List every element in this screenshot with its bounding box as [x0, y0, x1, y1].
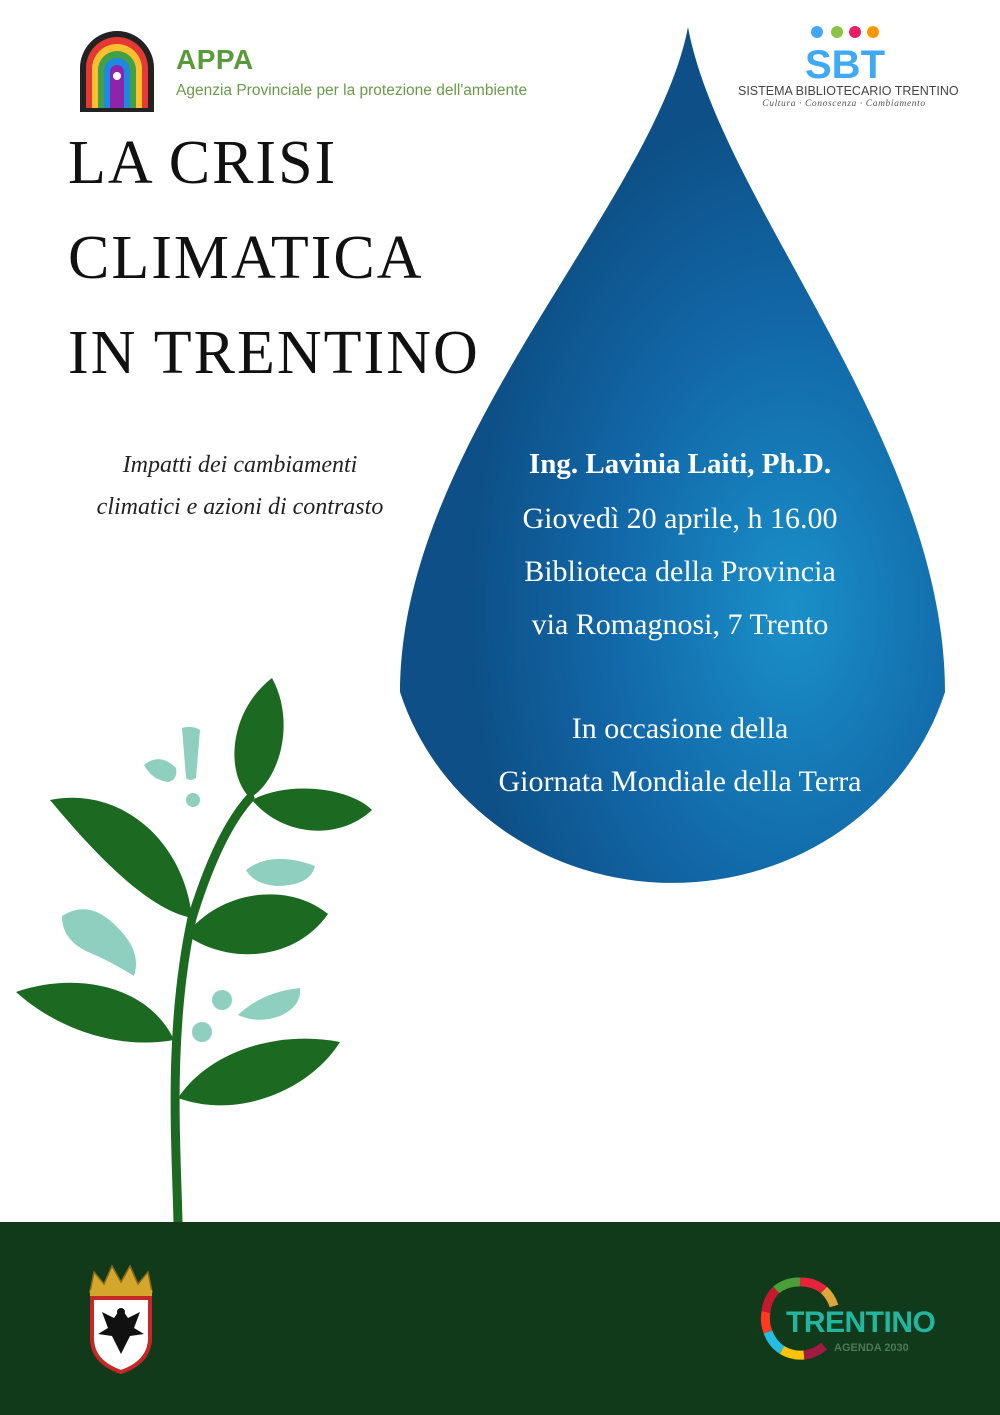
appa-subtitle: Agenzia Provinciale per la protezione dell'ambiente: [176, 82, 528, 99]
event-address: via Romagnosi, 7 Trento: [531, 608, 829, 641]
sbt-mark: SBT: [805, 43, 885, 86]
trentino-logo-text: TRENTINO: [786, 1306, 936, 1339]
speaker-name: Ing. Lavinia Laiti, Ph.D.: [528, 448, 832, 480]
agenda-2030-text: AGENDA 2030: [834, 1342, 909, 1354]
occasion-line-1: In occasione della: [571, 712, 789, 745]
occasion-line-2: Giornata Mondiale della Terra: [498, 765, 862, 798]
title-line-2: CLIMATICA: [68, 224, 424, 292]
appa-name: APPA: [176, 44, 254, 75]
subtitle-line-1: Impatti dei cambiamenti: [122, 452, 358, 478]
title-line-1: LA CRISI: [68, 129, 338, 197]
title-line-3: IN TRENTINO: [68, 319, 480, 387]
event-venue: Biblioteca della Provincia: [524, 555, 836, 588]
sbt-name: SISTEMA BIBLIOTECARIO TRENTINO: [738, 84, 959, 98]
water-drop-icon: [390, 22, 959, 967]
plant-illustration-icon: [10, 670, 390, 1230]
coat-of-arms-icon: [84, 1262, 158, 1374]
sbt-tagline: Cultura · Conoscenza · Cambiamento: [762, 99, 926, 109]
event-date-time: Giovedì 20 aprile, h 16.00: [522, 502, 838, 535]
subtitle-line-2: climatici e azioni di contrasto: [96, 494, 384, 520]
appa-logo-icon: [72, 28, 162, 114]
